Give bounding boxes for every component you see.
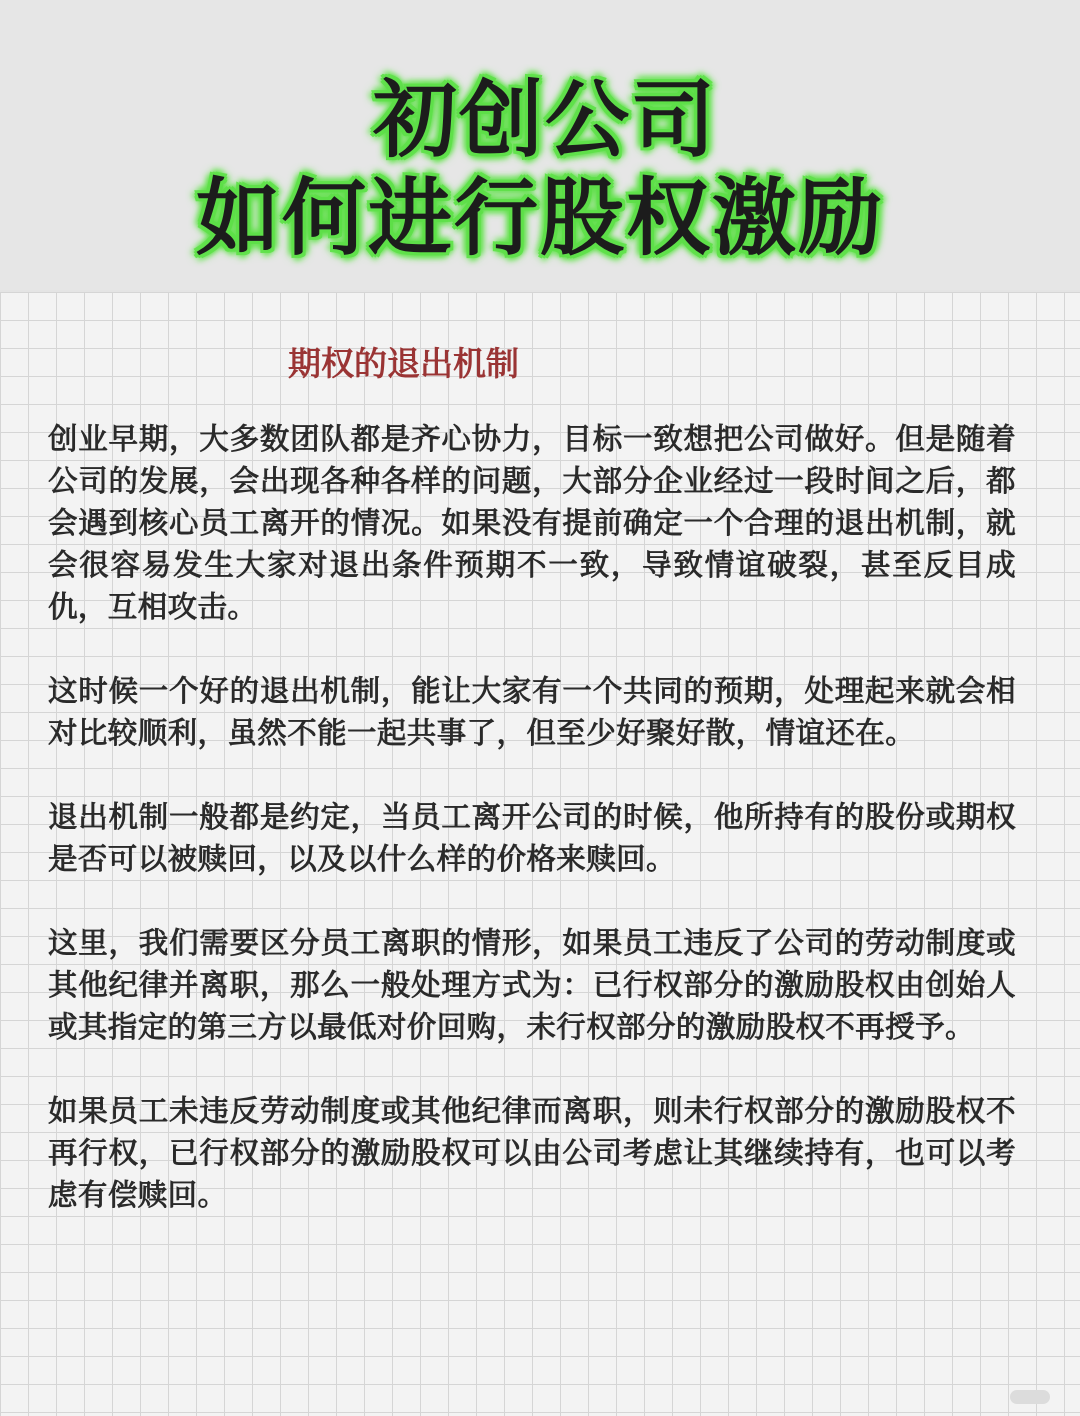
section-subtitle: 期权的退出机制 [288, 344, 519, 383]
paragraph-3: 退出机制一般都是约定，当员工离开公司的时候，他所持有的股份或期权是否可以被赎回，以及以什么样的价格来赎回。 [48, 800, 1016, 876]
article-body [48, 418, 1016, 1258]
page-title-line1: 初创公司 [372, 71, 717, 169]
header-area [0, 0, 1080, 290]
watermark-mark [1010, 1390, 1050, 1404]
paragraph-2: 这时候一个好的退出机制，能让大家有一个共同的预期，处理起来就会相对比较顺利，虽然不能一起共事了，但至少好聚好散，情谊还在。 [48, 674, 1016, 750]
paragraph-1: 创业早期，大多数团队都是齐心协力，目标一致想把公司做好。但是随着公司的发展，会出现各种各样的问题，大部分企业经过一段时间之后，都会遇到核心员工离开的情况。如果没有提前确定一个合理的退出机制，就会很容易发生大家对退出条件预期不一致，导致情谊破裂，甚至反目成仇，互相攻击。 [48, 422, 1016, 624]
paragraph-4: 这里，我们需要区分员工离职的情形，如果员工违反了公司的劳动制度或其他纪律并离职，那么一般处理方式为：已行权部分的激励股权由创始人或其指定的第三方以最低对价回购，未行权部分的激励股权不再授予。 [48, 926, 1016, 1044]
paragraph-5: 如果员工未违反劳动制度或其他纪律而离职，则未行权部分的激励股权不再行权，已行权部分的激励股权可以由公司考虑让其继续持有，也可以考虑有偿赎回。 [48, 1094, 1016, 1212]
page-title-line2: 如何进行股权激励 [195, 169, 884, 267]
